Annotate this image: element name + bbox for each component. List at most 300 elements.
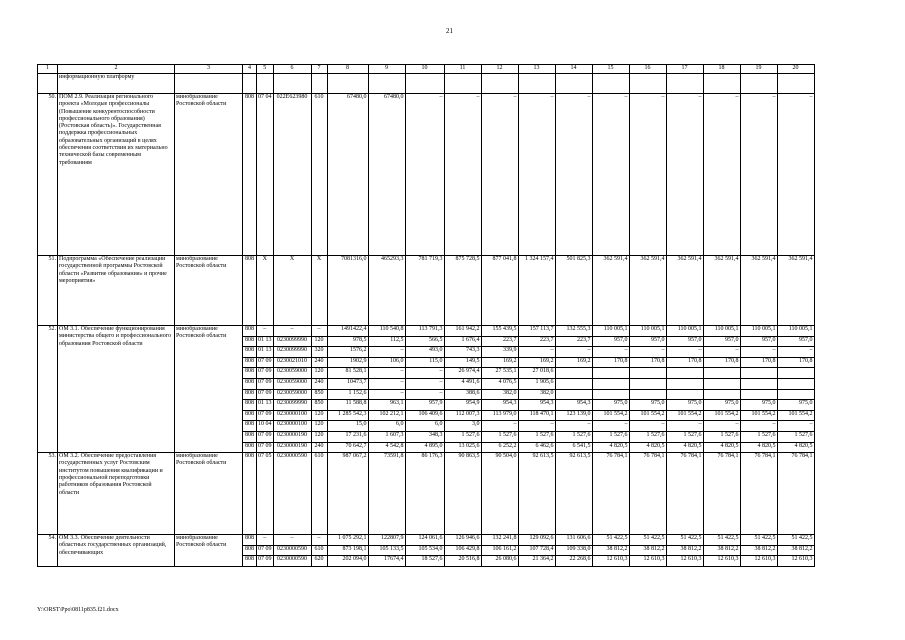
amount-cell: 149,5 — [444, 357, 481, 368]
amount-cell: 6,0 — [368, 421, 405, 432]
amount-cell: – — [405, 389, 444, 400]
budget-code-cell: 610 — [311, 94, 327, 256]
amount-cell — [629, 74, 666, 94]
file-path-footer: Y:\ORST\Ppo\0811p835.f21.docx — [37, 607, 119, 613]
row-number: 50. — [38, 94, 58, 256]
amount-cell — [592, 378, 629, 389]
amount-cell: 110 005,1 — [703, 326, 740, 337]
amount-cell: – — [368, 368, 405, 379]
amount-cell — [666, 74, 703, 94]
budget-code-cell: 07 09 — [257, 357, 274, 368]
budget-code-cell: 808 — [243, 389, 257, 400]
budget-code-cell: 240 — [311, 378, 327, 389]
amount-cell: 38 812,2 — [777, 545, 814, 556]
amount-cell: 101 554,2 — [666, 410, 703, 421]
amount-cell: 170,8 — [703, 357, 740, 368]
amount-cell: 27 018,6 — [518, 368, 555, 379]
amount-cell: 101 554,2 — [629, 410, 666, 421]
row-number: 53. — [38, 453, 58, 535]
amount-cell: 113 791,3 — [405, 326, 444, 337]
amount-cell: 155 439,5 — [481, 326, 518, 337]
column-number: 6 — [273, 65, 311, 74]
table-row — [38, 74, 815, 94]
amount-cell: – — [368, 389, 405, 400]
budget-code-cell: Х — [311, 256, 327, 326]
amount-cell — [481, 74, 518, 94]
amount-cell: 6 252,2 — [481, 442, 518, 453]
budget-code-cell: Х — [273, 256, 311, 326]
amount-cell: 1 905,6 — [518, 378, 555, 389]
budget-code-cell: 0230000190 — [273, 431, 311, 442]
amount-cell: 4 491,6 — [444, 378, 481, 389]
column-number: 15 — [592, 65, 629, 74]
budget-code-cell: 07 04 — [257, 94, 274, 256]
amount-cell: 1 075 292,1 — [327, 535, 368, 546]
budget-code-cell — [243, 74, 257, 94]
amount-cell: – — [703, 347, 740, 358]
amount-cell: 975,0 — [629, 400, 666, 411]
amount-cell: 566,5 — [405, 336, 444, 347]
budget-code-cell: 808 — [243, 347, 257, 358]
budget-code-cell: 0230000190 — [273, 442, 311, 453]
budget-code-cell: 120 — [311, 410, 327, 421]
amount-cell: 1 527,6 — [666, 431, 703, 442]
amount-cell: 1902,9 — [327, 357, 368, 368]
executor — [175, 74, 243, 94]
amount-cell: 124 061,6 — [405, 535, 444, 546]
measure-name: информационную платформу — [58, 74, 175, 94]
column-number: 16 — [629, 65, 666, 74]
amount-cell: – — [666, 347, 703, 358]
amount-cell — [405, 74, 444, 94]
budget-code-cell: 0230000590 — [273, 453, 311, 535]
amount-cell — [777, 378, 814, 389]
amount-cell: 92 613,5 — [518, 453, 555, 535]
amount-cell: 169,2 — [518, 357, 555, 368]
amount-cell — [629, 368, 666, 379]
amount-cell — [777, 389, 814, 400]
amount-cell: 109 338,0 — [555, 545, 592, 556]
amount-cell: 90 504,0 — [481, 453, 518, 535]
amount-cell: – — [703, 421, 740, 432]
amount-cell: 4 076,5 — [481, 378, 518, 389]
column-number: 20 — [777, 65, 814, 74]
amount-cell: 118 470,1 — [518, 410, 555, 421]
amount-cell: 18 527,6 — [405, 556, 444, 567]
budget-code-cell: 808 — [243, 357, 257, 368]
amount-cell: 101 554,2 — [592, 410, 629, 421]
amount-cell: 170,8 — [740, 357, 777, 368]
amount-cell — [740, 368, 777, 379]
amount-cell: 115,0 — [405, 357, 444, 368]
amount-cell: – — [481, 94, 518, 256]
budget-code-cell: 808 — [243, 378, 257, 389]
amount-cell: 110 005,1 — [592, 326, 629, 337]
budget-code-cell: 0230000590 — [273, 556, 311, 567]
budget-code-cell: – — [257, 535, 274, 546]
amount-cell: 1 527,6 — [703, 431, 740, 442]
amount-cell: 4 820,5 — [777, 442, 814, 453]
amount-cell: 38 812,2 — [629, 545, 666, 556]
amount-cell: – — [405, 94, 444, 256]
amount-cell — [703, 389, 740, 400]
amount-cell: 1 527,6 — [481, 431, 518, 442]
amount-cell: – — [368, 378, 405, 389]
amount-cell: 86 176,3 — [405, 453, 444, 535]
measure-name: ОМ 3.3. Обеспечение деятельности областных государственных организаций, обеспечивающих — [58, 535, 175, 567]
budget-code-cell: 240 — [311, 442, 327, 453]
budget-code-cell: 808 — [243, 442, 257, 453]
amount-cell: 975,0 — [777, 400, 814, 411]
amount-cell — [740, 389, 777, 400]
executor: минобразование Ростовской области — [175, 326, 243, 453]
amount-cell — [703, 74, 740, 94]
amount-cell: 362 591,4 — [666, 256, 703, 326]
amount-cell: 170,8 — [629, 357, 666, 368]
amount-cell: – — [629, 421, 666, 432]
column-number: 12 — [481, 65, 518, 74]
amount-cell: 51 422,5 — [740, 535, 777, 546]
amount-cell: 954,3 — [555, 400, 592, 411]
amount-cell: 6,0 — [405, 421, 444, 432]
amount-cell: – — [777, 421, 814, 432]
amount-cell: 132 555,3 — [555, 326, 592, 337]
amount-cell: – — [703, 94, 740, 256]
budget-table — [37, 64, 815, 567]
amount-cell: 110 540,8 — [368, 326, 405, 337]
budget-code-cell: – — [257, 326, 274, 337]
budget-code-cell: 808 — [243, 400, 257, 411]
amount-cell: – — [592, 347, 629, 358]
amount-cell: 1 324 157,4 — [518, 256, 555, 326]
amount-cell: 1 527,6 — [444, 431, 481, 442]
amount-cell — [327, 74, 368, 94]
amount-cell: 102 212,1 — [368, 410, 405, 421]
amount-cell: 781 719,3 — [405, 256, 444, 326]
amount-cell: 362 591,4 — [592, 256, 629, 326]
column-number: 3 — [175, 65, 243, 74]
amount-cell: 382,0 — [518, 389, 555, 400]
budget-code-cell: 01 13 — [257, 336, 274, 347]
amount-cell — [555, 378, 592, 389]
amount-cell: 122807,9 — [368, 535, 405, 546]
amount-cell — [666, 389, 703, 400]
amount-cell — [666, 368, 703, 379]
amount-cell: 1 607,3 — [368, 431, 405, 442]
column-number: 2 — [58, 65, 175, 74]
budget-code-cell: 0230059000 — [273, 368, 311, 379]
amount-cell: 51 422,5 — [629, 535, 666, 546]
budget-code-cell: 10 04 — [257, 421, 274, 432]
amount-cell: 975,0 — [703, 400, 740, 411]
budget-code-cell: 07 09 — [257, 410, 274, 421]
amount-cell: 11 588,8 — [327, 400, 368, 411]
amount-cell: 975,0 — [740, 400, 777, 411]
amount-cell: 76 784,1 — [740, 453, 777, 535]
budget-code-cell: 808 — [243, 256, 257, 326]
amount-cell: 957,0 — [777, 336, 814, 347]
amount-cell: 105 534,0 — [405, 545, 444, 556]
amount-cell: – — [777, 347, 814, 358]
budget-code-cell: 0230000100 — [273, 421, 311, 432]
amount-cell: 975,0 — [592, 400, 629, 411]
budget-code-cell: 120 — [311, 368, 327, 379]
amount-cell: 169,2 — [555, 357, 592, 368]
budget-code-cell: 808 — [243, 326, 257, 337]
amount-cell: 110 005,1 — [629, 326, 666, 337]
budget-code-cell: 0230099990 — [273, 347, 311, 358]
column-number: 19 — [740, 65, 777, 74]
amount-cell: 954,3 — [481, 400, 518, 411]
amount-cell: 987 067,2 — [327, 453, 368, 535]
amount-cell: 101 554,2 — [740, 410, 777, 421]
amount-cell — [555, 368, 592, 379]
amount-cell: 875 728,5 — [444, 256, 481, 326]
amount-cell: 957,0 — [592, 336, 629, 347]
amount-cell: 129 092,6 — [518, 535, 555, 546]
column-number: 5 — [257, 65, 274, 74]
amount-cell: – — [518, 94, 555, 256]
budget-code-cell: – — [273, 535, 311, 546]
amount-cell: 17 231,6 — [327, 431, 368, 442]
budget-code-cell: – — [311, 535, 327, 546]
amount-cell: 131 606,6 — [555, 535, 592, 546]
amount-cell: 51 422,5 — [777, 535, 814, 546]
budget-code-cell: 01 13 — [257, 347, 274, 358]
executor: минобразование Ростовской области — [175, 94, 243, 256]
row-number: 52. — [38, 326, 58, 453]
amount-cell: 3,0 — [444, 421, 481, 432]
amount-cell: 106 161,2 — [481, 545, 518, 556]
row-number — [38, 74, 58, 94]
amount-cell: 110 005,1 — [777, 326, 814, 337]
budget-code-cell: 808 — [243, 336, 257, 347]
amount-cell: 76 784,1 — [666, 453, 703, 535]
amount-cell — [740, 378, 777, 389]
amount-cell: 106 429,8 — [444, 545, 481, 556]
column-number-row — [38, 65, 815, 74]
budget-code-cell — [257, 74, 274, 94]
amount-cell: 957,0 — [666, 336, 703, 347]
amount-cell: 12 610,3 — [592, 556, 629, 567]
amount-cell: 110 005,1 — [740, 326, 777, 337]
amount-cell: – — [740, 421, 777, 432]
amount-cell: 170,8 — [777, 357, 814, 368]
budget-code-cell: 07 09 — [257, 368, 274, 379]
executor: минобразование Ростовской области — [175, 256, 243, 326]
amount-cell — [518, 74, 555, 94]
amount-cell: 957,0 — [703, 336, 740, 347]
budget-code-cell: 0230000100 — [273, 410, 311, 421]
budget-code-cell: 07 09 — [257, 378, 274, 389]
amount-cell: 978,5 — [327, 336, 368, 347]
budget-code-cell: 610 — [311, 545, 327, 556]
amount-cell: 1 527,6 — [518, 431, 555, 442]
table-row — [38, 453, 815, 535]
amount-cell: 465293,3 — [368, 256, 405, 326]
measure-name: Подпрограмма «Обеспечение реализации государственной программы Ростовской области «Развитие образования» и прочие мероприятия» — [58, 256, 175, 326]
amount-cell: – — [555, 94, 592, 256]
amount-cell: – — [740, 94, 777, 256]
amount-cell: 1 285 542,3 — [327, 410, 368, 421]
amount-cell: 132 241,8 — [481, 535, 518, 546]
amount-cell: 161 942,2 — [444, 326, 481, 337]
amount-cell: 90 863,5 — [444, 453, 481, 535]
amount-cell: 388,6 — [444, 389, 481, 400]
budget-code-cell — [311, 74, 327, 94]
amount-cell: 223,7 — [555, 336, 592, 347]
amount-cell: 382,0 — [481, 389, 518, 400]
amount-cell: 4 820,5 — [666, 442, 703, 453]
amount-cell: 223,7 — [481, 336, 518, 347]
amount-cell: 12 610,3 — [777, 556, 814, 567]
amount-cell: 1 527,6 — [777, 431, 814, 442]
amount-cell: 975,0 — [666, 400, 703, 411]
amount-cell: 954,9 — [444, 400, 481, 411]
budget-code-cell: 0230099990 — [273, 400, 311, 411]
amount-cell — [555, 74, 592, 94]
amount-cell: 170,8 — [592, 357, 629, 368]
amount-cell — [592, 74, 629, 94]
amount-cell: 957,0 — [740, 336, 777, 347]
budget-code-cell: 022E623980 — [273, 94, 311, 256]
budget-code-cell — [273, 74, 311, 94]
column-number: 13 — [518, 65, 555, 74]
amount-cell — [703, 368, 740, 379]
budget-code-cell: 01 13 — [257, 400, 274, 411]
column-number: 14 — [555, 65, 592, 74]
amount-cell: 339,9 — [481, 347, 518, 358]
amount-cell: 92 613,5 — [555, 453, 592, 535]
amount-cell: 362 591,4 — [777, 256, 814, 326]
amount-cell: 38 812,2 — [740, 545, 777, 556]
amount-cell: 26 080,6 — [481, 556, 518, 567]
budget-code-cell: 120 — [311, 431, 327, 442]
page-number: 21 — [446, 27, 453, 35]
amount-cell — [368, 74, 405, 94]
amount-cell: 76 784,1 — [592, 453, 629, 535]
table-row — [38, 535, 815, 546]
budget-code-cell: – — [273, 326, 311, 337]
amount-cell: 106 409,6 — [405, 410, 444, 421]
amount-cell: 17674,4 — [368, 556, 405, 567]
amount-cell: – — [518, 421, 555, 432]
amount-cell: 348,3 — [405, 431, 444, 442]
amount-cell — [592, 368, 629, 379]
amount-cell: 105 133,5 — [368, 545, 405, 556]
measure-name: ПОМ 2.9. Реализация регионального проекта «Молодые профессионалы (Повышение конкурентоспособности профессионального образования) (Ростовская область)». Государственная поддержка профессиональных образовательных организаций в целях обеспечения соответствия их материально технической базы современным требованиям — [58, 94, 175, 256]
amount-cell: 67480,0 — [327, 94, 368, 256]
column-number: 1 — [38, 65, 58, 74]
table-row — [38, 94, 815, 256]
amount-cell: 4 820,5 — [592, 442, 629, 453]
amount-cell: 4 820,5 — [629, 442, 666, 453]
amount-cell: 73591,8 — [368, 453, 405, 535]
column-number: 11 — [444, 65, 481, 74]
amount-cell: 12 610,3 — [740, 556, 777, 567]
column-number: 10 — [405, 65, 444, 74]
amount-cell: 7081316,0 — [327, 256, 368, 326]
executor: минобразование Ростовской области — [175, 453, 243, 535]
amount-cell: 202 094,0 — [327, 556, 368, 567]
amount-cell: 26 974,4 — [444, 368, 481, 379]
amount-cell: 223,7 — [518, 336, 555, 347]
budget-code-cell: 808 — [243, 421, 257, 432]
amount-cell: – — [368, 347, 405, 358]
amount-cell: 12 610,3 — [666, 556, 703, 567]
amount-cell: 4 542,8 — [368, 442, 405, 453]
amount-cell: – — [629, 94, 666, 256]
budget-code-cell: Х — [257, 256, 274, 326]
amount-cell: 4 820,5 — [740, 442, 777, 453]
amount-cell: – — [629, 347, 666, 358]
amount-cell: 38 812,2 — [703, 545, 740, 556]
amount-cell: 112,5 — [368, 336, 405, 347]
budget-code-cell: 07 09 — [257, 556, 274, 567]
amount-cell — [444, 74, 481, 94]
budget-code-cell: 240 — [311, 357, 327, 368]
budget-code-cell: 610 — [311, 453, 327, 535]
amount-cell: – — [444, 94, 481, 256]
amount-cell: 362 591,4 — [740, 256, 777, 326]
amount-cell: 81 528,1 — [327, 368, 368, 379]
amount-cell: 27 535,1 — [481, 368, 518, 379]
amount-cell — [740, 74, 777, 94]
amount-cell — [629, 389, 666, 400]
amount-cell: 76 784,1 — [703, 453, 740, 535]
budget-code-cell: 850 — [311, 389, 327, 400]
amount-cell: 113 979,0 — [481, 410, 518, 421]
column-number: 9 — [368, 65, 405, 74]
amount-cell: 22 268,6 — [555, 556, 592, 567]
amount-cell: 12 610,3 — [629, 556, 666, 567]
amount-cell: 51 422,5 — [666, 535, 703, 546]
amount-cell: 1 676,4 — [444, 336, 481, 347]
amount-cell: 38 812,2 — [666, 545, 703, 556]
amount-cell: 112 007,3 — [444, 410, 481, 421]
budget-code-cell: 620 — [311, 556, 327, 567]
amount-cell: 957,9 — [405, 400, 444, 411]
column-number: 7 — [311, 65, 327, 74]
amount-cell: 954,3 — [518, 400, 555, 411]
amount-cell: – — [666, 94, 703, 256]
budget-code-cell: 07 09 — [257, 442, 274, 453]
measure-name: ОМ 3.2. Обеспечение предоставления государственных услуг Ростовским институтом повышения квалификации и профессиональной переподготовки работников образования Ростовской области — [58, 453, 175, 535]
amount-cell: – — [592, 421, 629, 432]
amount-cell: 877 041,8 — [481, 256, 518, 326]
amount-cell: 20 516,8 — [444, 556, 481, 567]
amount-cell: – — [518, 347, 555, 358]
amount-cell: 4 895,0 — [405, 442, 444, 453]
amount-cell: 21 364,2 — [518, 556, 555, 567]
amount-cell: 15,0 — [327, 421, 368, 432]
amount-cell: 157 113,7 — [518, 326, 555, 337]
budget-code-cell: 808 — [243, 368, 257, 379]
column-number: 17 — [666, 65, 703, 74]
amount-cell: 4 820,5 — [703, 442, 740, 453]
amount-cell: 501 825,3 — [555, 256, 592, 326]
amount-cell: 123 139,0 — [555, 410, 592, 421]
amount-cell: 169,2 — [481, 357, 518, 368]
budget-code-cell: 0230099990 — [273, 336, 311, 347]
budget-code-cell: 07 09 — [257, 431, 274, 442]
amount-cell: 873 198,1 — [327, 545, 368, 556]
amount-cell: 743,3 — [444, 347, 481, 358]
amount-cell: 110 005,1 — [666, 326, 703, 337]
amount-cell: 1 152,6 — [327, 389, 368, 400]
amount-cell: 963,1 — [368, 400, 405, 411]
amount-cell: – — [666, 421, 703, 432]
